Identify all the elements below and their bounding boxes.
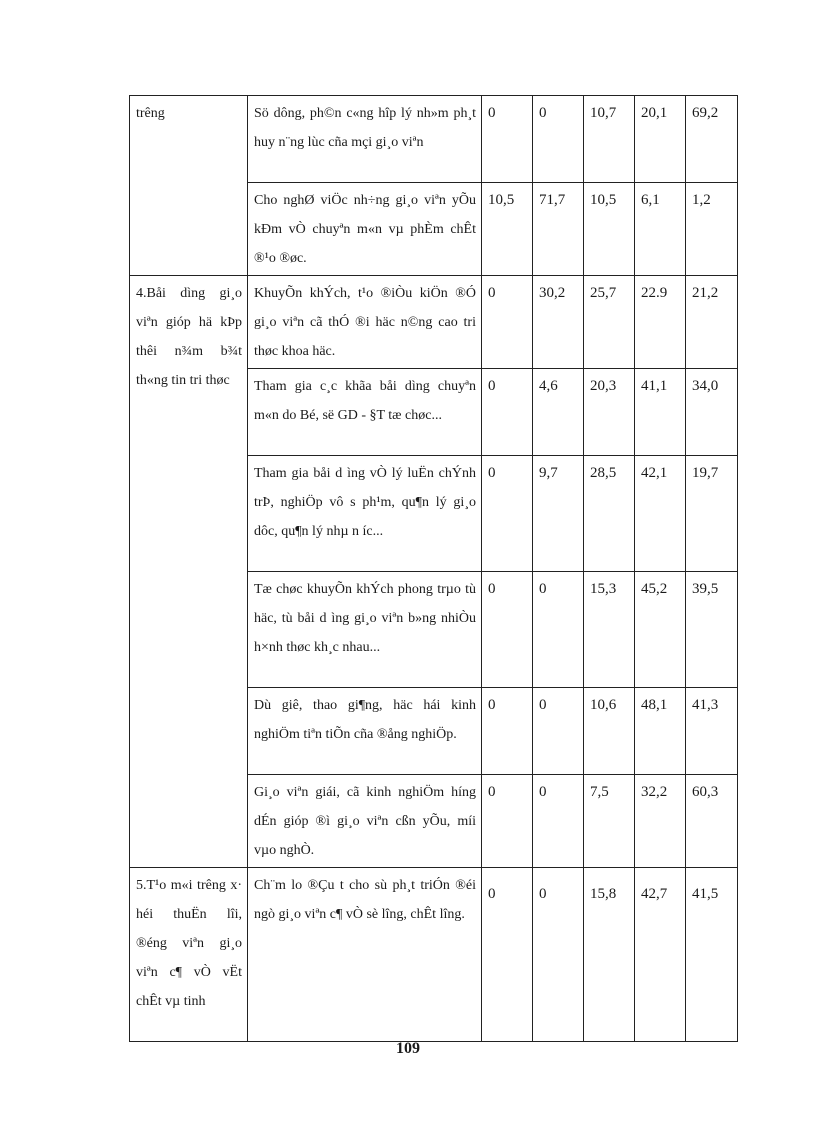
table-row [130, 276, 738, 369]
value-cell: 25,7 [584, 276, 635, 369]
value-cell: 4,6 [533, 369, 584, 456]
value-cell: 0 [533, 572, 584, 688]
value-cell: 6,1 [635, 183, 686, 276]
value-cell: 32,2 [635, 775, 686, 868]
value-cell: 10,6 [584, 688, 635, 775]
value-cell: 45,2 [635, 572, 686, 688]
value-cell: 0 [482, 276, 533, 369]
value-cell: 69,2 [686, 96, 738, 183]
content-cell: Cho nghØ viÖc nh÷ng gi¸o viªn yÕu kÐm vÒ chuyªn m«n vµ phÈm chÊt ®¹o ®øc. [248, 183, 482, 276]
value-cell: 28,5 [584, 456, 635, 572]
content-cell: Gi¸o viªn giái, cã kinh nghiÖm híng dÉn gióp ®ì gi¸o viªn cßn yÕu, míi vµo nghÒ. [248, 775, 482, 868]
value-cell: 71,7 [533, 183, 584, 276]
value-cell: 0 [482, 868, 533, 1042]
value-cell: 30,2 [533, 276, 584, 369]
value-cell: 19,7 [686, 456, 738, 572]
value-cell: 20,1 [635, 96, 686, 183]
value-cell: 48,1 [635, 688, 686, 775]
table-row [130, 96, 738, 183]
content-cell: Dù giê, thao gi¶ng, häc hái kinh nghiÖm tiªn tiÕn cña ®ång nghiÖp. [248, 688, 482, 775]
value-cell: 21,2 [686, 276, 738, 369]
content-cell: KhuyÕn khÝch, t¹o ®iÒu kiÖn ®Ó gi¸o viªn cã thÓ ®i häc n©ng cao tri thøc khoa häc. [248, 276, 482, 369]
value-cell: 42,1 [635, 456, 686, 572]
value-cell: 7,5 [584, 775, 635, 868]
content-cell: Tham gia båi d ìng vÒ lý luËn chÝnh trÞ, nghiÖp vô s ph¹m, qu¶n lý gi¸o dôc, qu¶n lý nhµ n íc... [248, 456, 482, 572]
value-cell: 10,5 [584, 183, 635, 276]
value-cell: 42,7 [635, 868, 686, 1042]
value-cell: 34,0 [686, 369, 738, 456]
value-cell: 0 [482, 688, 533, 775]
value-cell: 10,7 [584, 96, 635, 183]
page-number: 109 [396, 1040, 420, 1057]
content-cell: Sö dông, ph©n c«ng hîp lý nh»m ph¸t huy n¨ng lùc cña mçi gi¸o viªn [248, 96, 482, 183]
value-cell: 41,1 [635, 369, 686, 456]
value-cell: 0 [482, 572, 533, 688]
content-cell: Ch¨m lo ®Çu t cho sù ph¸t triÓn ®éi ngò gi¸o viªn c¶ vÒ sè lîng, chÊt lîng. [248, 868, 482, 1042]
value-cell: 1,2 [686, 183, 738, 276]
content-cell: Tæ chøc khuyÕn khÝch phong trµo tù häc, tù båi d ìng gi¸o viªn b»ng nhiÒu h×nh thøc kh¸c nhau... [248, 572, 482, 688]
value-cell: 15,8 [584, 868, 635, 1042]
value-cell: 10,5 [482, 183, 533, 276]
table-row [130, 868, 738, 1042]
value-cell: 0 [482, 96, 533, 183]
value-cell: 41,5 [686, 868, 738, 1042]
value-cell: 0 [482, 456, 533, 572]
value-cell: 22.9 [635, 276, 686, 369]
value-cell: 15,3 [584, 572, 635, 688]
evaluation-table [129, 95, 738, 1042]
value-cell: 39,5 [686, 572, 738, 688]
value-cell: 9,7 [533, 456, 584, 572]
value-cell: 0 [482, 775, 533, 868]
value-cell: 20,3 [584, 369, 635, 456]
category-cell: trêng [130, 96, 248, 276]
category-cell: 5.T¹o m«i trêng x· héi thuËn lîi, ®éng viªn gi¸o viªn c¶ vÒ vËt chÊt vµ tinh [130, 868, 248, 1042]
value-cell: 41,3 [686, 688, 738, 775]
value-cell: 0 [533, 775, 584, 868]
value-cell: 60,3 [686, 775, 738, 868]
value-cell: 0 [533, 96, 584, 183]
value-cell: 0 [533, 688, 584, 775]
value-cell: 0 [482, 369, 533, 456]
content-cell: Tham gia c¸c khãa båi dìng chuyªn m«n do Bé, së GD - §T tæ chøc... [248, 369, 482, 456]
value-cell: 0 [533, 868, 584, 1042]
category-cell: 4.Båi dìng gi¸o viªn gióp hä kÞp thêi n¾m b¾t th«ng tin tri thøc [130, 276, 248, 868]
